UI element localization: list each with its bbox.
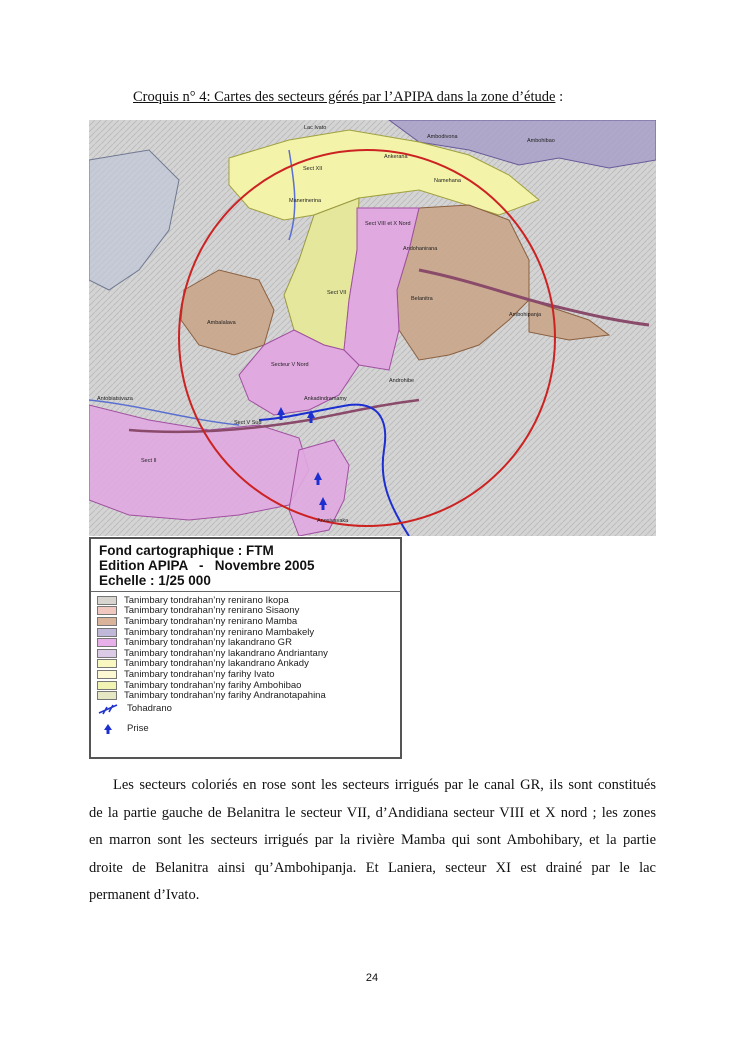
paragraph-line: permanent d’Ivato.: [89, 887, 200, 903]
legend-item-label: Tanimbary tondrahan’ny lakandrano Andriantany: [124, 647, 328, 659]
map-label: Ambohibao: [527, 138, 555, 144]
legend-item: [97, 680, 394, 691]
map-label: Andohanirana: [403, 246, 438, 252]
paragraph-line: de la partie gauche de Belanitra le secteur VII, d’Andidiana secteur VIII et X nord ; les zones: [89, 804, 656, 821]
legend-item: [97, 648, 394, 659]
dam-icon: [97, 703, 119, 715]
map-label: Ankadindramamy: [304, 396, 347, 402]
legend-item-label: Tanimbary tondrahan’ny renirano Ikopa: [124, 594, 289, 606]
map-label: Secteur V Nord: [271, 362, 309, 368]
map-label: Androhibe: [389, 378, 415, 384]
map-label: Ambodivona: [427, 134, 458, 140]
paragraph-line: droite de Belanitra ainsi qu’Ambohipanja. Et Laniera, secteur XI est drainé par le lac: [89, 859, 656, 876]
legend-list: [91, 592, 400, 701]
legend-swatch: [97, 670, 117, 679]
legend-item: [97, 616, 394, 627]
legend-source: Fond cartographique : FTM: [99, 543, 274, 558]
paragraph-line: en marron sont les secteurs irrigués par la rivière Mamba qui sont Ambohibary, et la partie: [89, 832, 656, 848]
legend-item-label: Tanimbary tondrahan’ny renirano Sisaony: [124, 605, 300, 617]
legend-symbol-intake: [97, 721, 394, 737]
legend-swatch: [97, 628, 117, 637]
legend-item-label: Tanimbary tondrahan’ny renirano Mamba: [124, 615, 298, 627]
figure-caption: [133, 89, 563, 106]
body-paragraph: [89, 772, 656, 910]
map-label: Sect VII: [327, 290, 347, 296]
legend-swatch: [97, 638, 117, 647]
legend-item: [97, 659, 394, 670]
page-number: 24: [365, 972, 379, 984]
legend-item-label: Tanimbary tondrahan’ny lakandrano GR: [124, 637, 292, 649]
legend-swatch: [97, 596, 117, 605]
legend-swatch: [97, 617, 117, 626]
legend-item: [97, 595, 394, 606]
legend-item-label: Tanimbary tondrahan’ny farihy Ambohibao: [124, 679, 302, 691]
map-label: Antobiatsivaza: [97, 396, 133, 402]
legend-symbol-dam: [97, 701, 394, 717]
paragraph-line: Les secteurs coloriés en rose sont les secteurs irrigués par le canal GR, ils sont constitués: [113, 777, 656, 793]
legend-swatch: [97, 659, 117, 668]
sector-map: [89, 120, 656, 536]
map-canvas: [89, 120, 656, 536]
map-label: Sect II: [141, 458, 157, 464]
legend-scale: Echelle : 1/25 000: [99, 573, 211, 588]
legend-edition: Edition APIPA - Novembre 2005: [99, 558, 315, 573]
legend-item: [97, 606, 394, 617]
legend-item: [97, 637, 394, 648]
map-label: Manerinerina: [289, 198, 322, 204]
map-label: Sect XII: [303, 166, 323, 172]
map-label: Namehana: [434, 178, 461, 184]
map-label: Sect VIII et X Nord: [365, 221, 411, 227]
map-label: Lac Ivato: [304, 125, 327, 131]
map-legend: [89, 537, 402, 759]
legend-header: [91, 539, 400, 592]
map-label: Ambohipanja: [509, 312, 542, 318]
legend-item: [97, 669, 394, 680]
legend-symbol-label: Prise: [127, 723, 149, 735]
map-label: Anosivavaka: [317, 518, 349, 524]
map-label: Sect V Sud: [234, 420, 262, 426]
legend-swatch: [97, 691, 117, 700]
legend-item: [97, 690, 394, 701]
legend-item-label: Tanimbary tondrahan’ny renirano Mambakely: [124, 626, 315, 638]
legend-item-label: Tanimbary tondrahan’ny farihy Ivato: [124, 668, 275, 680]
caption-title: Croquis n° 4: Cartes des secteurs gérés par l’APIPA dans la zone d’étude: [133, 89, 556, 105]
legend-item: [97, 627, 394, 638]
legend-swatch: [97, 681, 117, 690]
legend-symbol-label: Tohadrano: [127, 703, 172, 715]
map-label: Ambalalava: [207, 320, 236, 326]
map-label: Belanitra: [411, 296, 433, 302]
legend-swatch: [97, 606, 117, 615]
legend-item-label: Tanimbary tondrahan’ny farihy Andranotapahina: [124, 690, 326, 702]
map-label: Ankerana: [384, 154, 408, 160]
caption-suffix: :: [555, 89, 564, 105]
legend-swatch: [97, 649, 117, 658]
legend-item-label: Tanimbary tondrahan’ny lakandrano Ankady: [124, 658, 309, 670]
intake-arrow-icon: [97, 723, 119, 735]
